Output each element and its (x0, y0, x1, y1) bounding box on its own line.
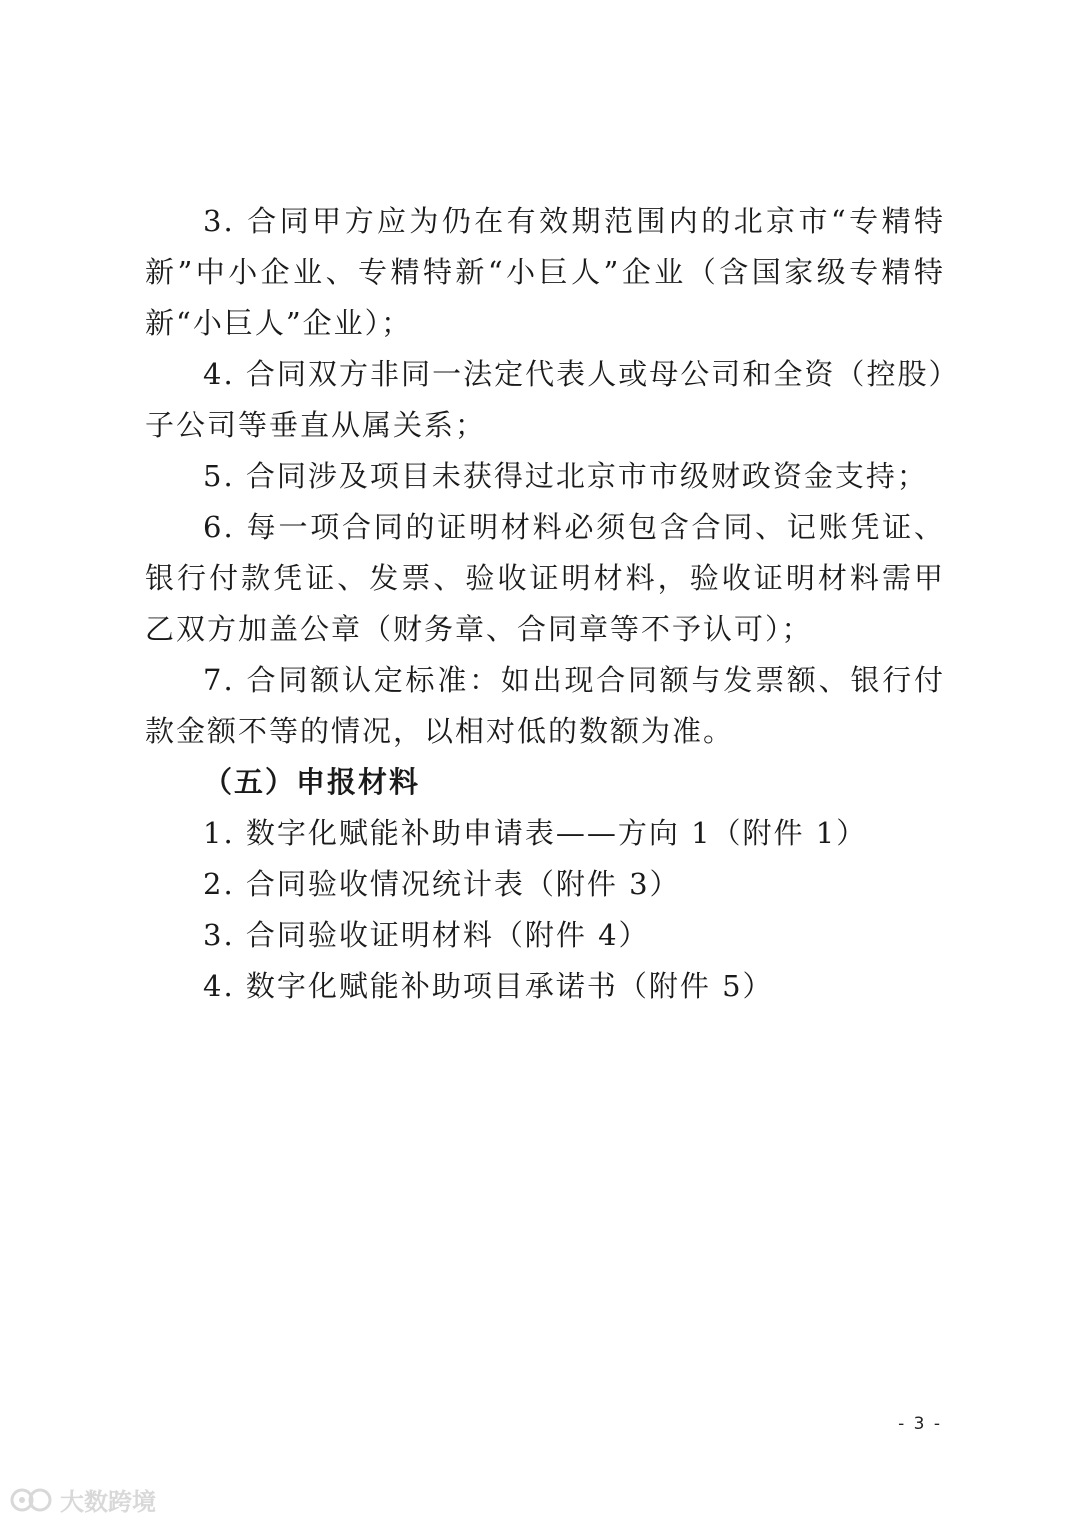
material-item-4: 4. 数字化赋能补助项目承诺书（附件 5） (203, 969, 774, 1003)
material-item-2: 2. 合同验收情况统计表（附件 3） (203, 867, 681, 901)
page-number: - 3 - (898, 1414, 942, 1434)
watermark-logo-icon (10, 1487, 54, 1513)
document-body (145, 196, 945, 1012)
paragraph-item-4: 4. 合同双方非同一法定代表人或母公司和全资（控股）子公司等垂直从属关系； (145, 357, 945, 442)
watermark (10, 1482, 156, 1517)
material-item-3: 3. 合同验收证明材料（附件 4） (203, 918, 650, 952)
watermark-text: 大数跨境 (60, 1488, 156, 1516)
paragraph-item-7: 7. 合同额认定标准：如出现合同额与发票额、银行付款金额不等的情况，以相对低的数额为准。 (145, 663, 945, 748)
material-item-1: 1. 数字化赋能补助申请表——方向 1（附件 1） (203, 816, 868, 850)
paragraph-item-3: 3. 合同甲方应为仍在有效期范围内的北京市“专精特新”中小企业、专精特新“小巨人”企业（含国家级专精特新“小巨人”企业）； (145, 204, 945, 340)
paragraph-item-5: 5. 合同涉及项目未获得过北京市市级财政资金支持； (203, 459, 928, 493)
section-heading: （五）申报材料 (203, 765, 421, 799)
paragraph-item-6: 6. 每一项合同的证明材料必须包含合同、记账凭证、银行付款凭证、发票、验收证明材料，验收证明材料需甲乙双方加盖公章（财务章、合同章等不予认可）； (145, 510, 945, 646)
